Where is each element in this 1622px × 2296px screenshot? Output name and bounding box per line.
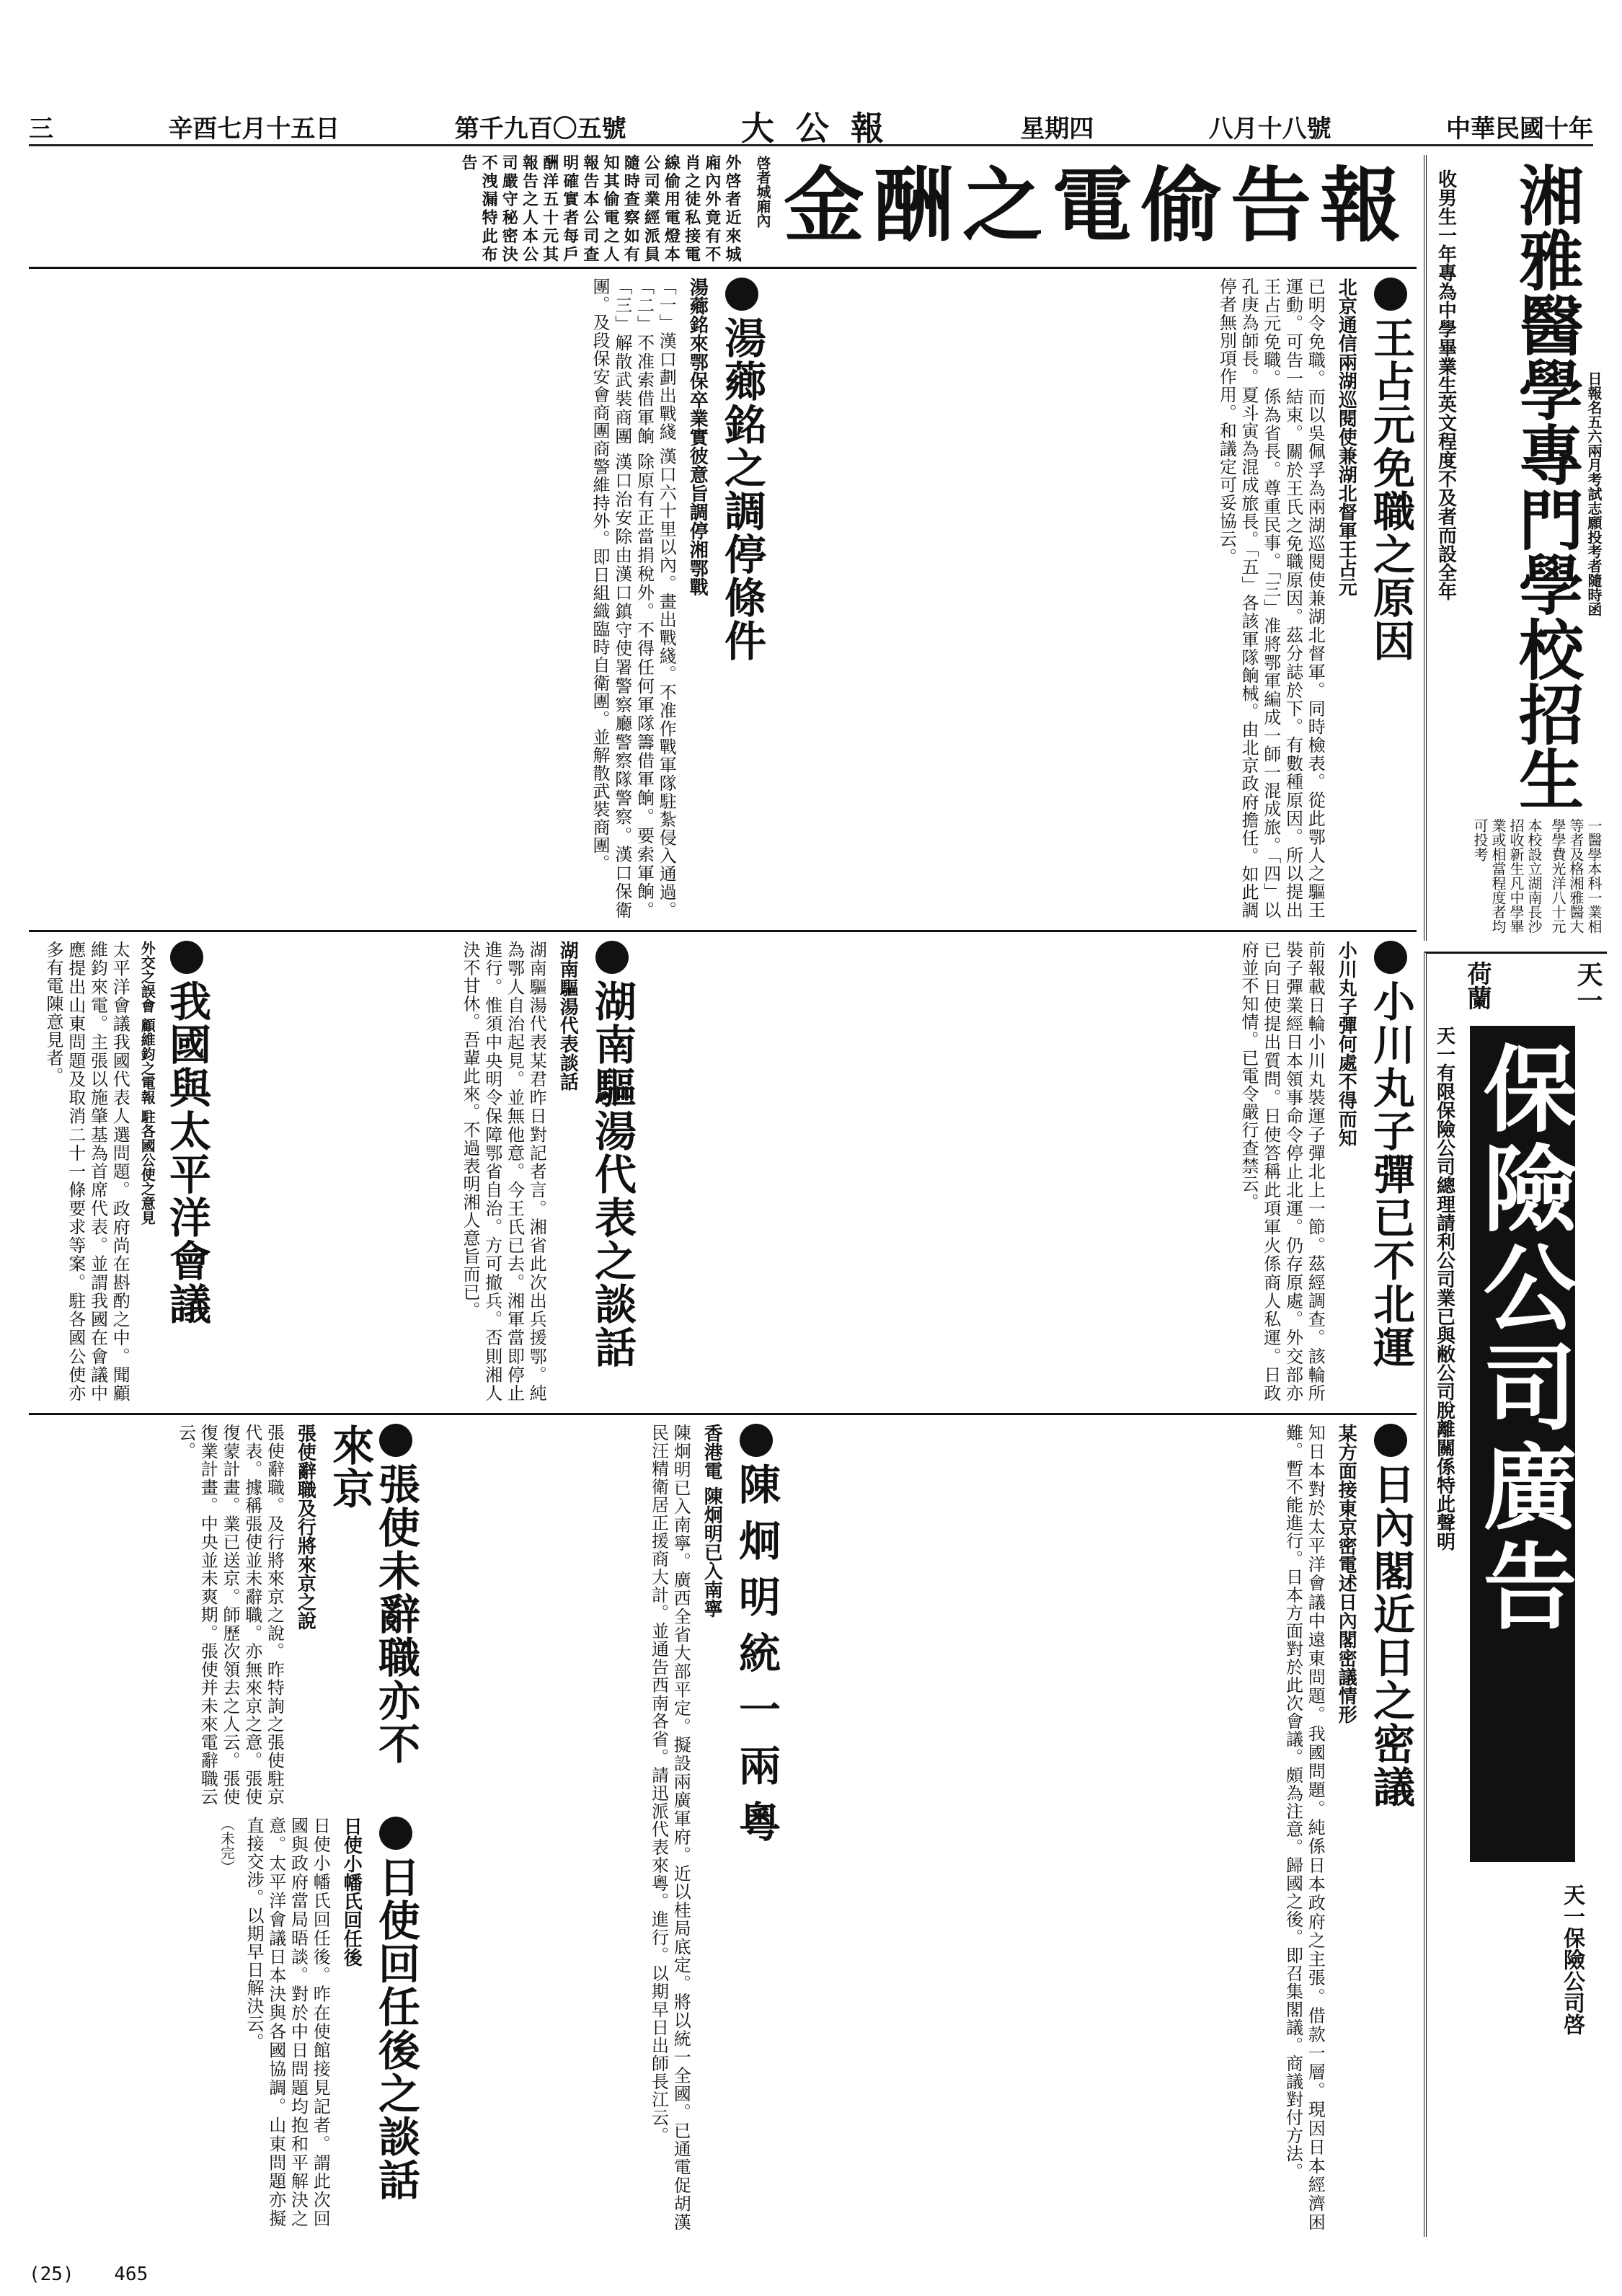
lunar-date: 辛酉七月十五日 (168, 114, 340, 143)
article-byline: 張使辭職及行將來京之說 (294, 1424, 316, 1630)
article-body: 張使辭職。及行將來京之說。昨特詢之張使駐京代表。據稱張使並未辭職。亦無來京之意。張使復蒙計畫。業已送京。師歷次領去之人云。張使復業計畫。中央並未爽期。張使并未來電辭職云云。 (175, 1424, 285, 1806)
bullet-icon (740, 1424, 773, 1457)
electricity-theft-ad-body: 外啓者近來城廂內外竟有不肖之徒私接電線偷用電燈本公司業經派員隨時查察如有知其偷電之人報告本公司查明確實者每戶酬洋五十元其報告之人本公司嚴守秘密決不洩漏特此布告 (458, 154, 742, 262)
article-headline (326, 1424, 418, 1806)
bullet-icon (1374, 1424, 1407, 1457)
headline-text: 小川丸子彈已不北運 (1366, 980, 1415, 1369)
bullet-icon (725, 278, 758, 311)
article-body: 湖南驅湯代表某君昨日對記者言。湘省此次出兵援鄂。純為鄂人自治起見。並無他意。今王氏已去。湘軍當即停止進行。惟須中央明令保障鄂省自治。方可撤兵。否則湘人決不甘休。吾輩此來。不過表明湘人意旨而已。 (460, 941, 547, 1402)
article (29, 1817, 418, 2228)
article (779, 278, 1413, 919)
electricity-theft-ad-side-note: 啓者城廂內 (754, 156, 771, 228)
school-ad-body: 本校設立湖南長沙招收新生凡中學畢業或相當程度者均可投考 (1471, 818, 1543, 934)
article-headline (372, 1817, 418, 2228)
article-headline (1367, 1424, 1413, 2231)
article-body: 太平洋會議我國代表人選問題。政府尚在斟酌之中。聞顧維鈞來電。主張以施肇基為首席代表。並謂我國在會議中應提出山東問題及取消二十一條要求等案。駐各國公使亦多有電陳意見者。 (43, 941, 130, 1402)
insurance-ad-header-left: 荷蘭 (1463, 961, 1492, 1010)
masthead (29, 108, 1593, 146)
article (29, 278, 764, 919)
article-headline (732, 1424, 779, 2231)
headline-text: 日內閣近日之密議 (1366, 1463, 1415, 1809)
article-headline (1367, 278, 1413, 919)
article-headline (588, 941, 637, 1402)
article-byline: 外交之誤會 顧維鈞之電報 駐各國公使之意見 (138, 941, 156, 1225)
headline-text: 日使回任後之談話 (371, 1856, 420, 2202)
headline-text: 陳炯明統一兩粵 (732, 1463, 781, 1856)
school-ad-bottom (1430, 818, 1603, 937)
page-mark: (25) (29, 2264, 74, 2285)
article-byline: 香港電 陳炯明已入南寧 (701, 1424, 723, 1618)
article-byline: 日使小幡氏回任後 (340, 1817, 363, 1967)
article (433, 1424, 779, 2231)
school-ad-dates: 日報名五六兩月考試志願投考者隨時函 (1585, 371, 1603, 616)
article-body: 已明令免職。而以吳佩孚為兩湖巡閱使兼湖北督軍。同時檢表。從此鄂人之驅王運動。可告一結束。關於王氏之免職原因。茲分誌於下。有數種原因。所以提出王占元免職。係為省長。尊重民事。「三」准將鄂軍編成一師一混成旅。「四」以孔庚為師長。夏斗寅為混成旅長。「五」各該軍隊餉械。由北京政府擔任。如此調停者無別項作用。和議定可妥協云。 (1216, 278, 1326, 919)
headline-text: 湯薌銘之調停條件 (717, 316, 766, 662)
tier-divider (29, 1413, 1417, 1415)
electricity-theft-ad-title: 報告偷電之酬金 (784, 159, 1409, 253)
article-headline (718, 278, 764, 919)
article-body: 日使小幡氏回任後。昨在使館接見記者。謂此次回國與政府當局晤談。對於中日問題均抱和平解決之意。太平洋會議日本決與各國協調。山東問題亦擬直接交涉。以期早日解決云。 (244, 1817, 331, 2228)
insurance-ad-body: 天一有限保險公司總理請利公司業已與敝公司脫離關係特此聲明 (1433, 1026, 1455, 1551)
article-body: 前報載日輪小川丸裝運子彈北上一節。茲經調查。該輪所裝子彈業經日本領事命令停止北運。仍存原處。外交部亦已向日使提出質問。日使答稱此項軍火係商人私運。日政府並不知情。已電令嚴行查禁云。 (1238, 941, 1326, 1402)
continued-mark: （未完） (218, 1817, 236, 1874)
republic-date: 中華民國十年 (1445, 114, 1593, 143)
article (793, 1424, 1413, 2231)
headline-text: 我國與太平洋會議 (162, 980, 211, 1326)
article-byline: 某方面接東京密電述日內閣密議情形 (1335, 1424, 1357, 1724)
bullet-icon (379, 1424, 412, 1457)
article-body: 「一」漢口劃出戰綫 漢口六十里以內。畫出戰綫。不准作戰軍隊駐紮侵入通過。「二」不准索借軍餉 除原有正當捐稅外。不得任何軍隊籌借軍餉。要索軍餉。「三」解散武裝商團 漢口治安除由漢口鎮守使署警察廳警察隊警察。漢口保衛團。及段保安會商團商警維持外。即日組織臨時自衛團。並解散武裝商團。 (590, 278, 677, 919)
article (29, 941, 209, 1402)
insurance-ad-header-right: 天一 (1573, 961, 1603, 1013)
school-ad-subtitle: 收男生一年專為中學畢業生英文程度不及者而設全年 (1435, 169, 1457, 600)
article-body: 陳炯明已入南寧。廣西全省大部平定。擬設兩廣軍府。近以桂局底定。將以統一全國。已通電促胡漢民汪精衛居正援商大計。並通告西南各省。請迅派代表來粵。進行。以期早日出師長江云。 (648, 1424, 691, 2231)
headline-text: 張使未辭職亦不來京 (325, 1424, 420, 1765)
page-footer (29, 2264, 148, 2285)
bullet-icon (1374, 278, 1407, 311)
article (216, 941, 637, 1402)
article-headline (163, 941, 209, 1402)
headline-text: 王占元免職之原因 (1366, 316, 1415, 662)
insurance-ad-title: 保險公司廣告 (1470, 1026, 1575, 1862)
insurance-ad (1424, 952, 1607, 2237)
bullet-icon (1374, 941, 1407, 974)
tier-divider (29, 930, 1417, 932)
bullet-icon (170, 941, 203, 974)
article-byline: 北京通信兩湖巡閱使兼湖北督軍王占元 (1335, 278, 1357, 596)
headline-text: 湖南驅湯代表之談話 (588, 980, 637, 1369)
folio-number: 465 (114, 2264, 149, 2285)
bullet-icon (595, 941, 629, 974)
article-byline: 湯薌銘來鄂保卒業實彼意旨調停湘鄂戰 (686, 278, 709, 596)
article-headline (1367, 941, 1413, 1402)
issue-number: 第千九百〇五號 (454, 114, 626, 143)
article-byline: 小川丸子彈何處不得而知 (1335, 941, 1357, 1147)
bullet-icon (379, 1817, 412, 1850)
western-date: 八月十八號 (1208, 114, 1331, 143)
paper-name: 大公報 (740, 109, 905, 148)
page-number: 三 (29, 114, 53, 143)
article-byline: 湖南驅湯代表談話 (557, 941, 579, 1091)
article-body: 知日本對於太平洋會議中遠東問題。我國問題。純係日本政府之主張。借款一層。現因日本經濟困難。暫不能進行。日本方面對於此次會議。頗為注意。歸國之後。即召集閣議。商議對付方法。 (1282, 1424, 1326, 2231)
electricity-theft-ad (29, 151, 1417, 269)
school-ad-notes: 一醫學本科一業相等者及格湘雅醫大學學費光洋八十元 (1549, 818, 1603, 934)
insurance-ad-footer: 天一保險公司啓 (1559, 1884, 1585, 2035)
school-ad (1424, 155, 1607, 941)
article (29, 1424, 418, 1806)
school-ad-title: 湘雅醫學專門學校招生 (1507, 162, 1584, 811)
weekday: 星期四 (1020, 114, 1094, 143)
article (649, 941, 1413, 1402)
